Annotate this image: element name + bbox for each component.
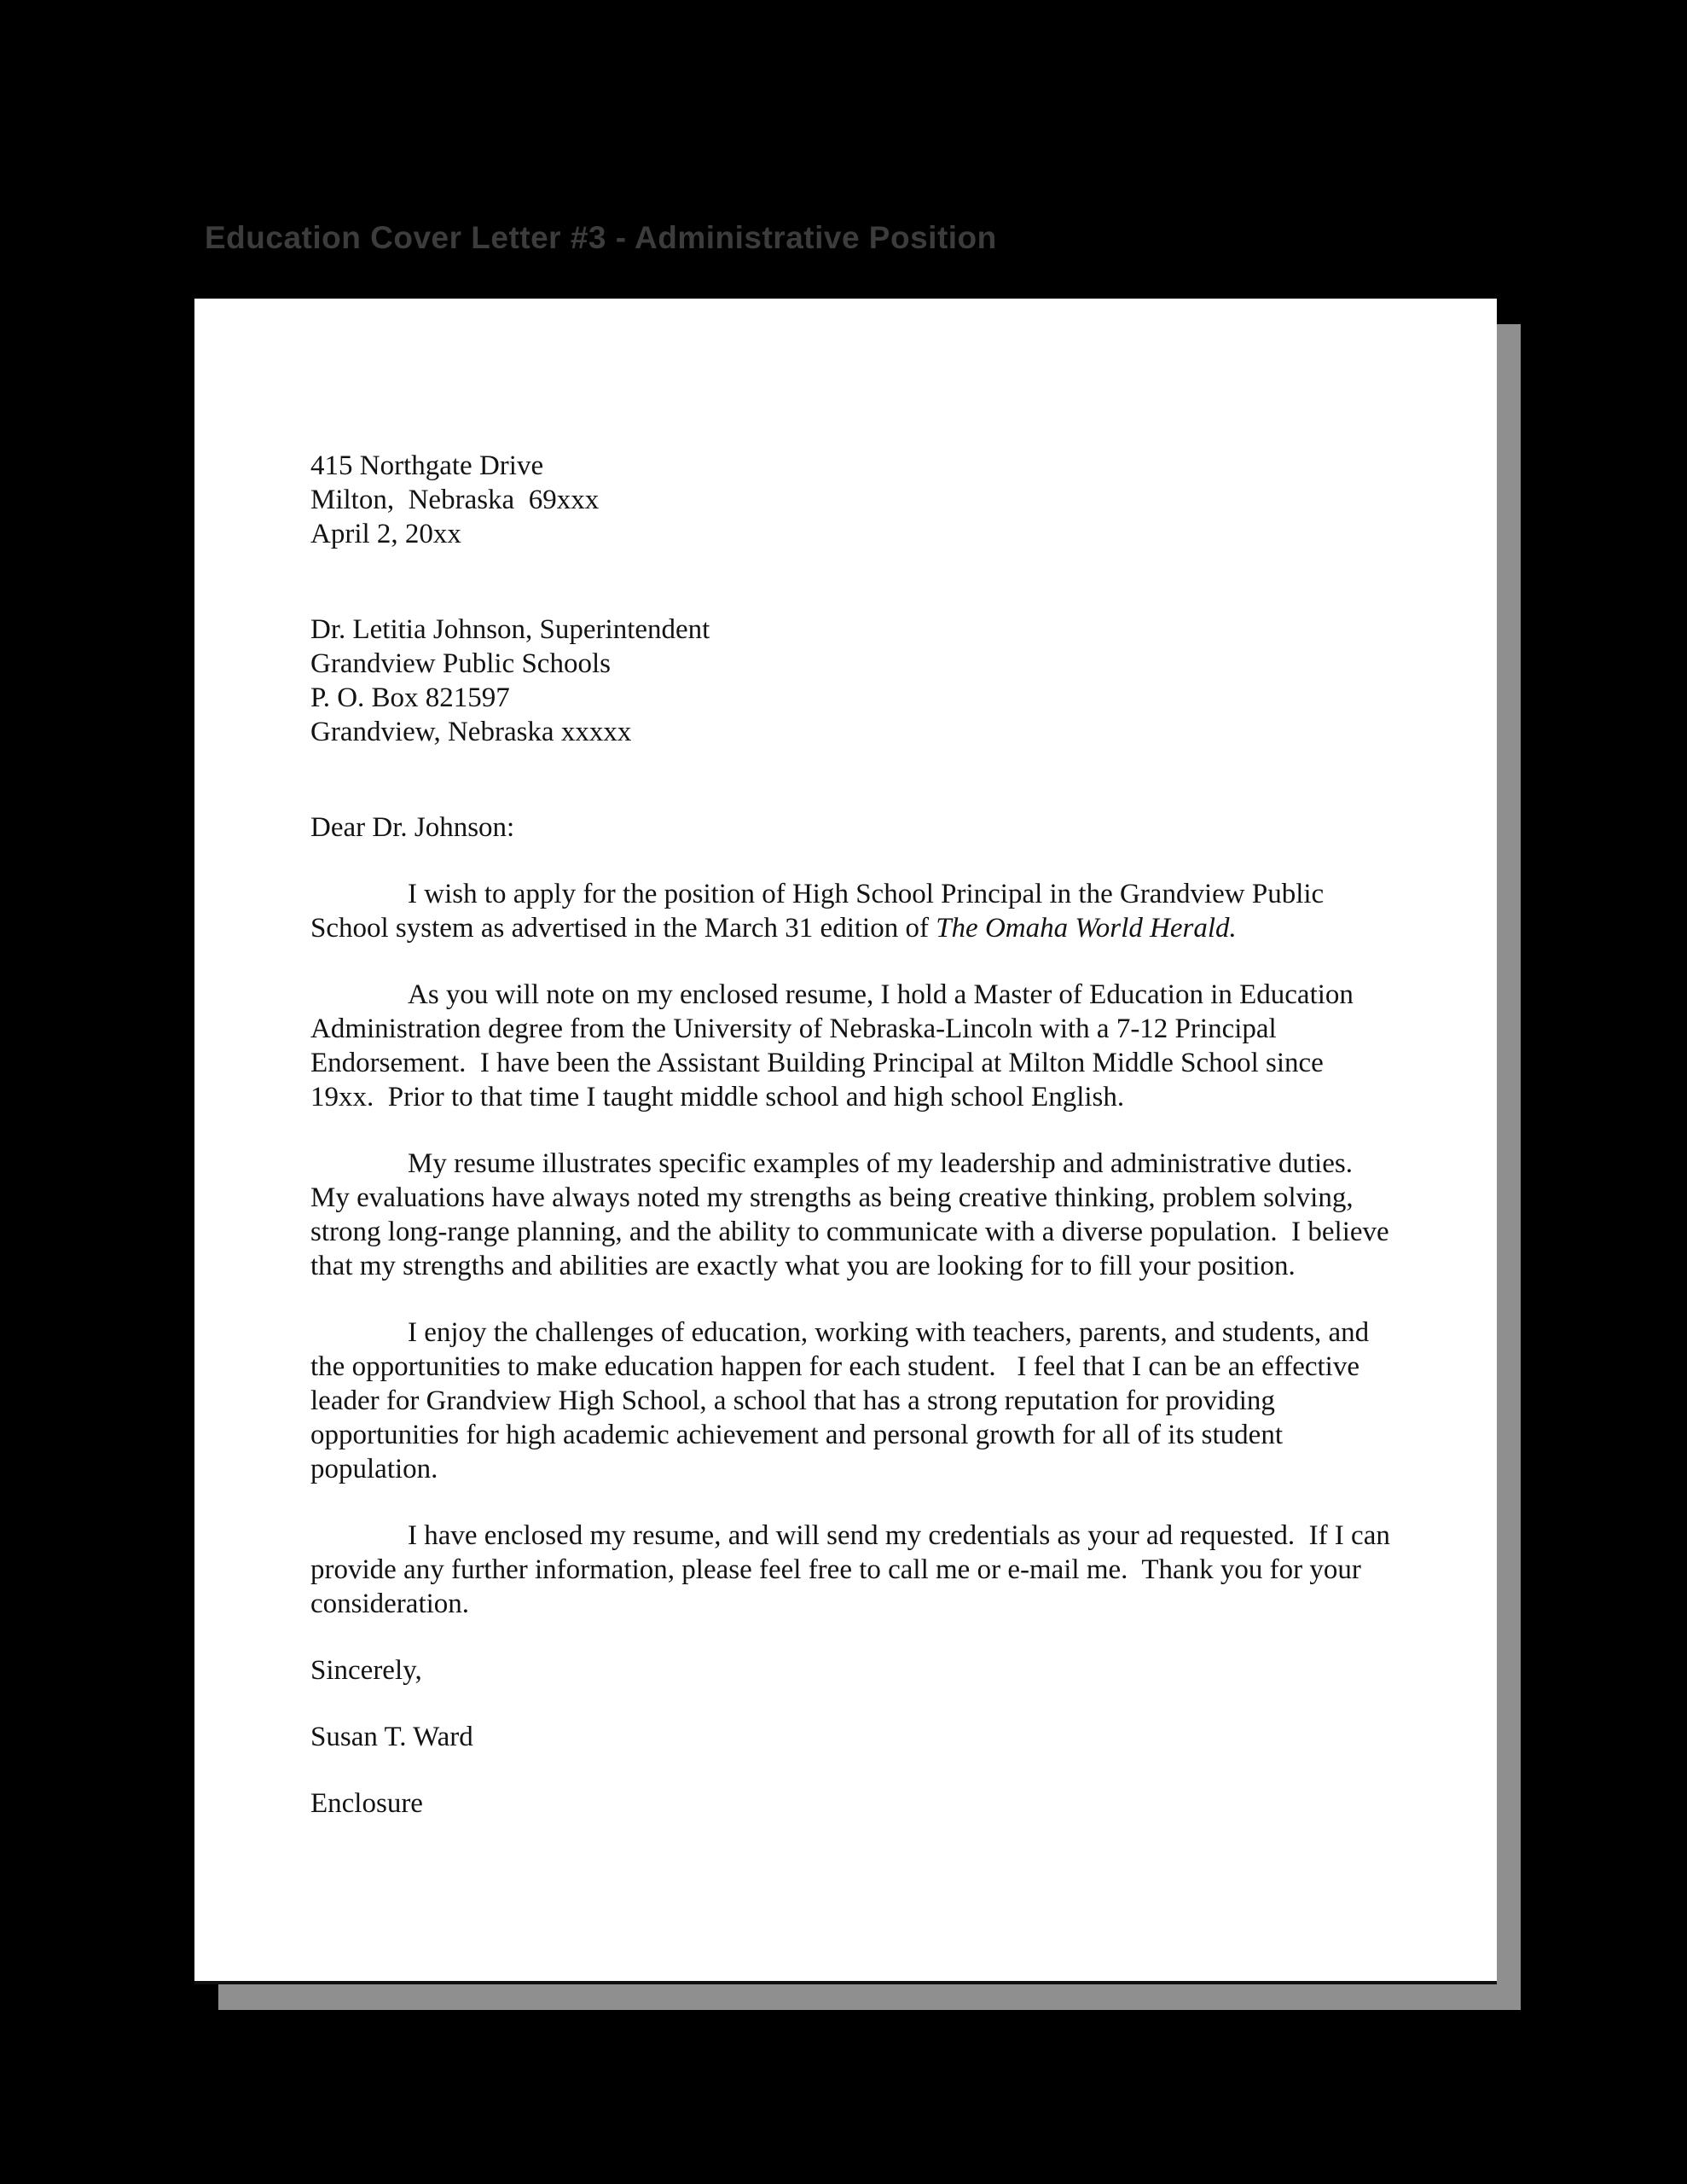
paragraph-3: My resume illustrates specific examples of my leadership and administrative duties. My evaluations have always noted my strengths as being creative thinking, problem solving, strong long-range planning, and the ability to communicate with a diverse population. I believe that my strengths and abilities are exactly what you are looking for to fill your position. xyxy=(310,1148,1396,1281)
sender-date: April 2, 20xx xyxy=(310,519,461,549)
closing: Sincerely, xyxy=(310,1655,422,1686)
paragraph-2: As you will note on my enclosed resume, I hold a Master of Education in Education Administration degree from the University of Nebraska-Lincoln with a 7-12 Principal Endorsement. I have been the Assistant Building Principal at Milton Middle School since 19xx. Prior to that time I taught middle school and high school English. xyxy=(310,979,1359,1112)
recipient-city-state: Grandview, Nebraska xxxxx xyxy=(310,717,632,747)
sender-address-line-2: Milton, Nebraska 69xxx xyxy=(310,485,600,515)
paragraph-5: I have enclosed my resume, and will send my credentials as your ad requested. If I can provide any further information, please feel free to call me or e-mail me. Thank you for your consideration. xyxy=(310,1520,1398,1619)
recipient-name: Dr. Letitia Johnson, Superintendent xyxy=(310,614,710,645)
paragraph-1-text: I wish to apply for the position of High School Principal in the Grandview Public School system as advertised in the March 31 edition of xyxy=(310,879,1331,944)
sender-address xyxy=(310,449,1393,551)
paragraph-4: I enjoy the challenges of education, working with teachers, parents, and students, and the opportunities to make education happen for each student. I feel that I can be an effective leader for Grandview High School, a school that has a strong reputation for providing opportunities for high academic achievement and personal growth for all of its student population. xyxy=(310,1317,1377,1484)
enclosure-note: Enclosure xyxy=(310,1788,423,1819)
paragraph-1 xyxy=(310,877,1393,945)
recipient-po-box: P. O. Box 821597 xyxy=(310,682,510,713)
sender-address-line-1: 415 Northgate Drive xyxy=(310,450,544,481)
salutation: Dear Dr. Johnson: xyxy=(310,812,515,843)
newspaper-title: The Omaha World Herald. xyxy=(936,913,1237,944)
recipient-address xyxy=(310,613,1393,749)
recipient-organization: Grandview Public Schools xyxy=(310,648,611,679)
letter-body xyxy=(194,299,1497,1821)
signature-name: Susan T. Ward xyxy=(310,1722,473,1752)
document-title: Education Cover Letter #3 - Administrative Position xyxy=(205,220,997,255)
letter-page xyxy=(194,299,1497,1984)
